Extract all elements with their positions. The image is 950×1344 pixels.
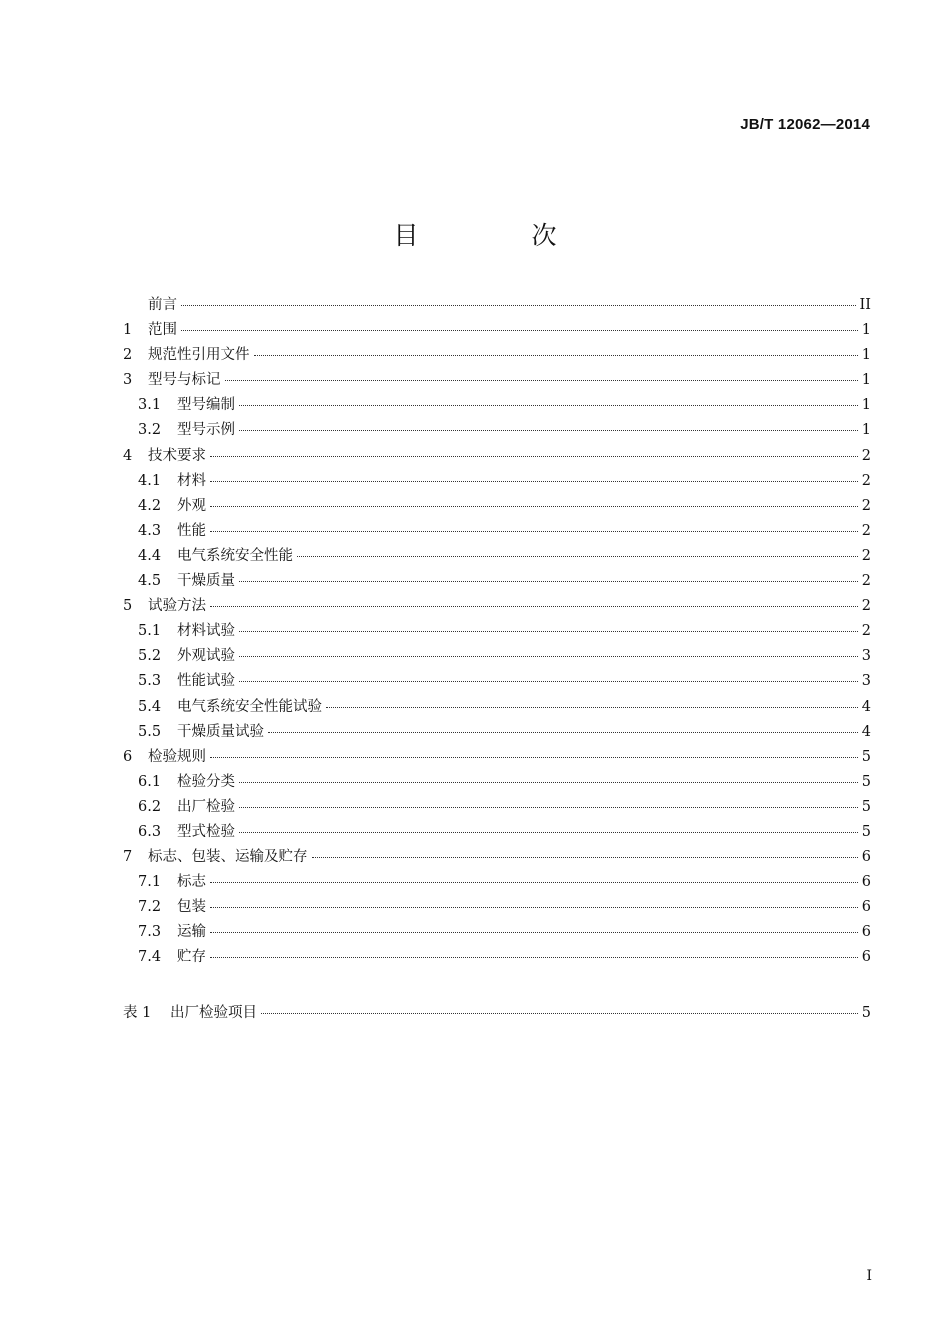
toc-leader — [239, 630, 858, 632]
toc-leader — [210, 455, 858, 457]
toc-entry-page: 3 — [861, 673, 871, 690]
toc-entry[interactable] — [123, 695, 871, 720]
toc-entry-title: 检验分类 — [177, 773, 235, 790]
toc-entry-title: 前言 — [148, 297, 177, 313]
toc-leader — [210, 480, 858, 482]
toc-entry[interactable] — [123, 418, 871, 443]
toc-entry-page: 6 — [861, 924, 871, 941]
toc-entry[interactable] — [123, 619, 871, 644]
toc-entry-page: II — [859, 297, 871, 313]
toc-entry-title: 材料试验 — [177, 623, 235, 640]
toc-entry-title: 规范性引用文件 — [148, 347, 250, 364]
toc-leader — [239, 580, 858, 582]
toc-entry-title: 性能 — [177, 522, 206, 539]
toc-leader — [268, 731, 858, 733]
toc-entry-page: 1 — [861, 347, 871, 364]
toc-leader — [210, 505, 858, 507]
toc-leader — [239, 680, 858, 682]
toc-entry-number: 4.4 — [138, 547, 162, 564]
toc-entry[interactable] — [123, 795, 871, 820]
toc-entry-page: 5 — [861, 773, 871, 790]
toc-entry-page: 2 — [861, 623, 871, 640]
toc-leader — [210, 605, 858, 607]
toc-entry-number: 4 — [123, 447, 133, 464]
toc-entry-page: 5 — [861, 798, 871, 815]
toc-entry-number: 5.1 — [138, 623, 162, 640]
toc-entry-page: 5 — [861, 1005, 871, 1021]
toc-entry[interactable] — [123, 444, 871, 469]
toc-entry-number: 7.4 — [138, 949, 162, 966]
toc-entry[interactable] — [123, 644, 871, 669]
toc-entry-page: 6 — [861, 849, 871, 866]
toc-entry-title: 出厂检验项目 — [170, 1005, 257, 1021]
toc-leader — [239, 806, 858, 808]
toc-entry-number: 4.2 — [138, 497, 162, 514]
toc-leader — [181, 329, 858, 331]
toc-entry[interactable] — [123, 720, 871, 745]
toc-entry-page: 2 — [861, 472, 871, 489]
toc-entry-page: 6 — [861, 949, 871, 966]
toc-entry-page: 1 — [861, 422, 871, 439]
toc-entry-title: 材料 — [177, 472, 206, 489]
toc-leader — [225, 379, 858, 381]
toc-entry[interactable] — [123, 594, 871, 619]
toc-entry-title: 电气系统安全性能试验 — [177, 698, 322, 715]
toc-entry[interactable] — [123, 293, 871, 318]
toc-leader — [239, 404, 858, 406]
toc-entry-number: 5.4 — [138, 698, 162, 715]
toc-entry-title: 干燥质量 — [177, 573, 235, 590]
toc-entry[interactable] — [123, 343, 871, 368]
toc-entry-page: 2 — [861, 573, 871, 590]
toc-entry-page: 2 — [861, 598, 871, 615]
toc-leader — [210, 881, 858, 883]
toc-entry-number: 7.2 — [138, 899, 162, 916]
toc-leader — [312, 856, 858, 858]
toc-entry-number: 3 — [123, 372, 133, 389]
toc-leader — [239, 655, 858, 657]
toc-entry-title: 技术要求 — [148, 447, 206, 464]
toc-entry-page: 3 — [861, 648, 871, 665]
toc-entry-number: 3.1 — [138, 397, 162, 414]
toc-entry-title: 标志、包装、运输及贮存 — [148, 849, 308, 866]
toc-entry-page: 2 — [861, 497, 871, 514]
toc-entry[interactable] — [123, 368, 871, 393]
toc-entry-title: 外观试验 — [177, 648, 235, 665]
toc-leader — [210, 906, 858, 908]
toc-entry-number: 4.1 — [138, 472, 162, 489]
toc-entry[interactable] — [123, 469, 871, 494]
toc-entry-number: 5 — [123, 598, 133, 615]
toc-entry-number: 7.3 — [138, 924, 162, 941]
toc-entry-title: 贮存 — [177, 949, 206, 966]
toc-entry-number: 3.2 — [138, 422, 162, 439]
toc-entry-title: 检验规则 — [148, 748, 206, 765]
page-folio: I — [866, 1268, 872, 1284]
toc-entry-number: 7 — [123, 849, 133, 866]
toc-entry-page: 2 — [861, 522, 871, 539]
toc-entry-number: 6.1 — [138, 773, 162, 790]
toc-entry-number: 4.3 — [138, 522, 162, 539]
toc-entry[interactable] — [123, 770, 871, 795]
toc-entry-title: 外观 — [177, 497, 206, 514]
toc-list — [123, 293, 871, 971]
toc-entry-page: 2 — [861, 547, 871, 564]
standard-code: JB/T 12062—2014 — [740, 116, 870, 133]
toc-entry-title: 型号编制 — [177, 397, 235, 414]
toc-entry-number: 4.5 — [138, 573, 162, 590]
toc-entry-page: 6 — [861, 899, 871, 916]
toc-entry-number: 5.3 — [138, 673, 162, 690]
table-list — [123, 1001, 871, 1026]
toc-entry[interactable] — [123, 494, 871, 519]
toc-entry-title: 范围 — [148, 322, 177, 339]
toc-entry-page: 1 — [861, 397, 871, 414]
toc-entry-number: 2 — [123, 347, 133, 364]
toc-entry[interactable] — [123, 1001, 871, 1026]
toc-leader — [254, 354, 858, 356]
toc-entry[interactable] — [123, 845, 871, 870]
toc-entry-title: 型号与标记 — [148, 372, 221, 389]
toc-entry[interactable] — [123, 318, 871, 343]
toc-entry-number: 6.2 — [138, 798, 162, 815]
toc-leader — [239, 429, 858, 431]
toc-entry-page: 6 — [861, 874, 871, 891]
toc-entry-number: 7.1 — [138, 874, 162, 891]
toc-entry[interactable] — [123, 945, 871, 970]
toc-entry-page: 4 — [861, 723, 871, 740]
toc-entry-title: 电气系统安全性能 — [177, 547, 293, 564]
toc-entry-number: 6 — [123, 748, 133, 765]
toc-entry-page: 1 — [861, 322, 871, 339]
toc-entry[interactable] — [123, 544, 871, 569]
toc-entry[interactable] — [123, 569, 871, 594]
toc-title: 目 次 — [393, 221, 601, 250]
toc-entry[interactable] — [123, 669, 871, 694]
toc-entry-title: 试验方法 — [148, 598, 206, 615]
toc-entry-page: 1 — [861, 372, 871, 389]
toc-entry-title: 型号示例 — [177, 422, 235, 439]
toc-entry-title: 性能试验 — [177, 673, 235, 690]
toc-entry-title: 干燥质量试验 — [177, 723, 264, 740]
toc-entry-page: 5 — [861, 748, 871, 765]
toc-entry-page: 5 — [861, 823, 871, 840]
toc-leader — [239, 831, 858, 833]
toc-entry[interactable] — [123, 920, 871, 945]
toc-leader — [210, 530, 858, 532]
toc-entry[interactable] — [123, 895, 871, 920]
toc-entry-title: 运输 — [177, 924, 206, 941]
toc-entry-title: 出厂检验 — [177, 798, 235, 815]
toc-entry[interactable] — [123, 519, 871, 544]
toc-leader — [239, 781, 858, 783]
toc-leader — [181, 304, 856, 306]
toc-entry[interactable] — [123, 820, 871, 845]
toc-entry-title: 型式检验 — [177, 823, 235, 840]
toc-leader — [261, 1012, 858, 1014]
toc-entry-number: 5.2 — [138, 648, 162, 665]
toc-entry-title: 标志 — [177, 874, 206, 891]
toc-entry-number: 表 1 — [123, 1005, 152, 1021]
toc-leader — [326, 706, 858, 708]
toc-entry-title: 包装 — [177, 899, 206, 916]
toc-entry-number: 1 — [123, 322, 133, 339]
toc-entry-number: 5.5 — [138, 723, 162, 740]
toc-entry-number: 6.3 — [138, 823, 162, 840]
toc-leader — [297, 555, 858, 557]
toc-entry[interactable] — [123, 870, 871, 895]
toc-leader — [210, 756, 858, 758]
toc-leader — [210, 931, 858, 933]
toc-entry-page: 4 — [861, 698, 871, 715]
toc-entry-page: 2 — [861, 447, 871, 464]
toc-entry[interactable] — [123, 393, 871, 418]
toc-leader — [210, 956, 858, 958]
toc-entry[interactable] — [123, 745, 871, 770]
